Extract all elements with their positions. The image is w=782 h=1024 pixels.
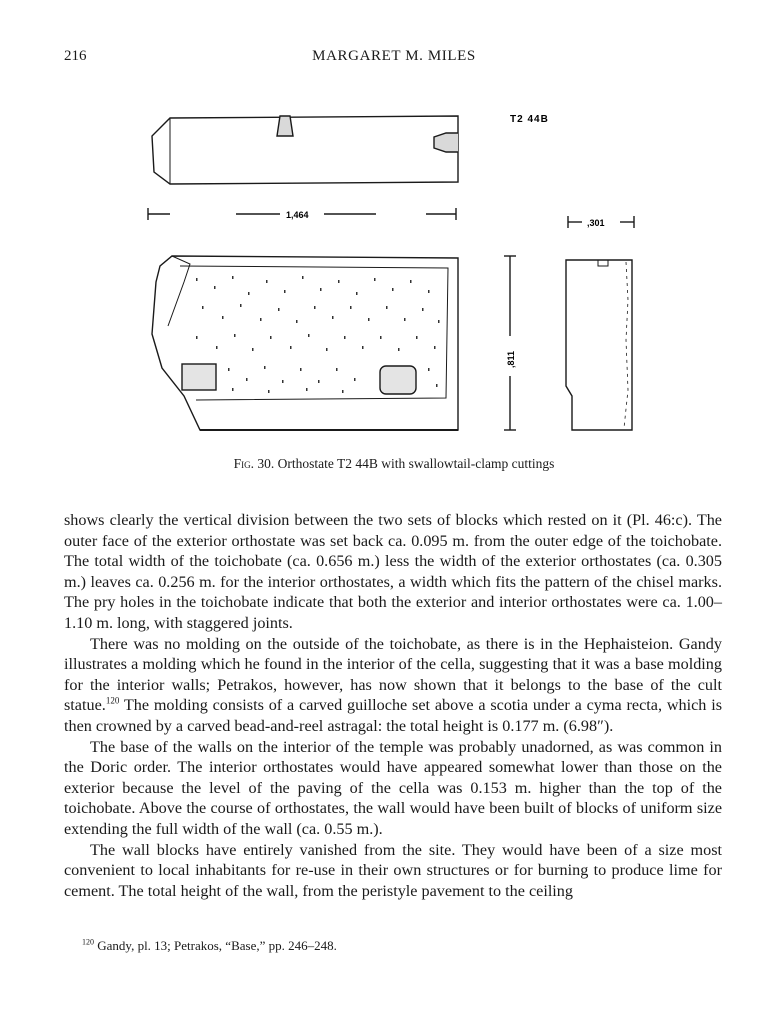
- end-clamp-cutting: [434, 133, 458, 152]
- dimension-height: ,811: [506, 350, 516, 368]
- figure-caption: [64, 456, 724, 472]
- footnote: [64, 938, 724, 954]
- caption-text: Orthostate T2 44B with swallowtail-clamp cuttings: [277, 456, 555, 471]
- paragraph-1: shows clearly the vertical division between the two sets of blocks which rested on it (Pl. 46:c). The outer face of the exterior orthostate was set back ca. 0.095 m. from the outer edge of the toichobate. The total width of the toichobate (ca. 0.656 m.) less the width of the exterior orthostates (ca. 0.305 m.) leaves ca. 0.256 m. for the interior orthostates, a width which fits the pattern of the chisel marks. The pry holes in the toichobate indicate that both the exterior and interior orthostates were ca. 1.00–1.10 m. long, with staggered joints.: [64, 511, 722, 632]
- header-title: MARGARET M. MILES: [312, 48, 476, 64]
- dimension-width: ,301: [587, 218, 605, 228]
- paragraph-2-cont: The molding consists of a carved guilloche set above a scotia under a cyma recta, which is then crowned by a carved bead-and-reel astragal: the total height is 0.177 m. (6.98″).: [64, 696, 722, 735]
- dimension-length: 1,464: [286, 210, 309, 220]
- paragraph-2: [64, 634, 722, 737]
- figure-drawing: [130, 100, 660, 440]
- caption-prefix: Fig. 30.: [233, 456, 275, 471]
- paragraph-4: The wall blocks have entirely vanished from the site. They would have been of a size most convenient to local inhabitants for re-use in their own structures or for burning to produce lime for cement. The total height of the wall, from the peristyle pavement to the ceiling: [64, 840, 722, 900]
- pry-hole-left: [182, 364, 216, 390]
- end-view-outline: [566, 260, 632, 430]
- top-view-outline: [152, 116, 458, 184]
- page-number: 216: [64, 48, 87, 64]
- block-label: T2 44B: [510, 114, 549, 125]
- pry-hole-right: [380, 366, 416, 394]
- paragraph-2-text: There was no molding on the outside of the toichobate, as there is in the Hephaisteion. Gandy illustrates a molding which he found in the interior of the cella, suggesting that it was a base molding for the interior walls; Petrakos, however, has now shown that it belongs to the base of the cult statue.: [64, 634, 722, 715]
- front-view-outline: [152, 256, 458, 430]
- footnote-text: Gandy, pl. 13; Petrakos, “Base,” pp. 246–248.: [94, 938, 337, 953]
- running-head: [64, 48, 724, 74]
- footnote-number: 120: [82, 937, 94, 947]
- body-text: [64, 510, 722, 901]
- footnote-ref: 120: [105, 695, 120, 706]
- top-clamp-cutting: [277, 116, 293, 136]
- paragraph-3: The base of the walls on the interior of the temple was probably unadorned, as was common in the Doric order. The interior orthostates would have appeared somewhat lower than those on the exterior because the level of the paving of the cella was 0.153 m. higher than the top of the toichobate. Above the course of orthostates, the wall would have been built of blocks of uniform size extending the full width of the wall (ca. 0.55 m.).: [64, 737, 722, 838]
